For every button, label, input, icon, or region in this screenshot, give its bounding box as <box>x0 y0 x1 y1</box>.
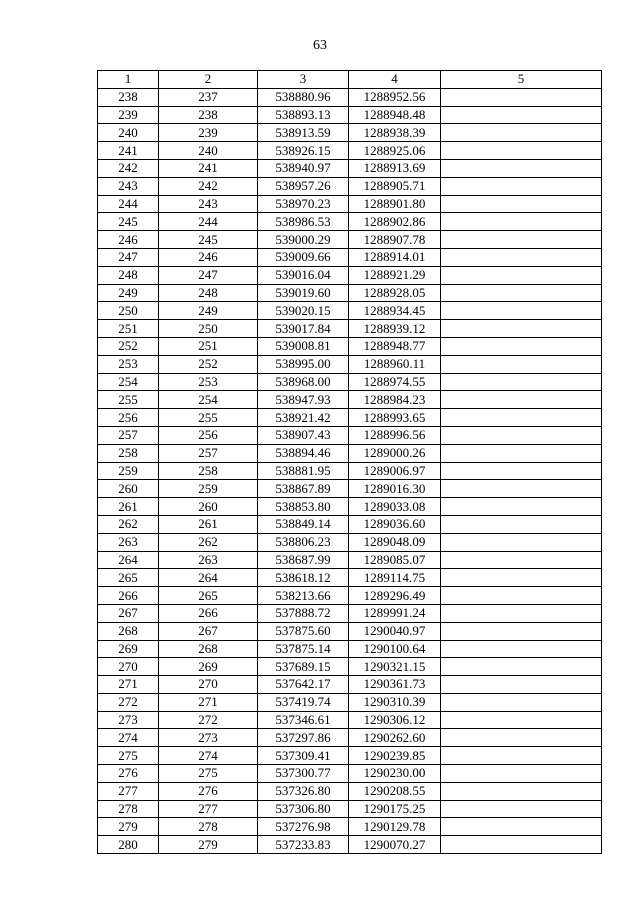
table-cell-col-5 <box>441 693 602 711</box>
table-cell-col-1: 250 <box>98 302 159 320</box>
table-row <box>98 195 602 213</box>
table-cell-col-4: 1289114.75 <box>349 569 441 587</box>
table-cell-col-3: 537309.41 <box>258 747 349 765</box>
table-cell-col-5 <box>441 391 602 409</box>
table-row <box>98 462 602 480</box>
table-cell-col-2: 277 <box>159 800 258 818</box>
table-cell-col-4: 1288934.45 <box>349 302 441 320</box>
table-cell-col-2: 258 <box>159 462 258 480</box>
table-cell-col-2: 264 <box>159 569 258 587</box>
table-cell-col-5 <box>441 444 602 462</box>
table-cell-col-1: 238 <box>98 88 159 106</box>
table-cell-col-5 <box>441 622 602 640</box>
table-cell-col-5 <box>441 88 602 106</box>
table-cell-col-1: 271 <box>98 676 159 694</box>
table-cell-col-2: 254 <box>159 391 258 409</box>
table-row <box>98 124 602 142</box>
table-cell-col-5 <box>441 782 602 800</box>
table-cell-col-2: 265 <box>159 587 258 605</box>
table-cell-col-3: 539000.29 <box>258 231 349 249</box>
table-cell-col-3: 538880.96 <box>258 88 349 106</box>
table-cell-col-2: 242 <box>159 177 258 195</box>
table-cell-col-4: 1290239.85 <box>349 747 441 765</box>
column-header-2: 2 <box>159 71 258 89</box>
table-cell-col-3: 537419.74 <box>258 693 349 711</box>
table-cell-col-3: 538907.43 <box>258 426 349 444</box>
table-cell-col-3: 538687.99 <box>258 551 349 569</box>
table-cell-col-2: 267 <box>159 622 258 640</box>
table-cell-col-1: 279 <box>98 818 159 836</box>
table-cell-col-4: 1288901.80 <box>349 195 441 213</box>
table-cell-col-1: 258 <box>98 444 159 462</box>
table-cell-col-5 <box>441 800 602 818</box>
table-row <box>98 693 602 711</box>
table-cell-col-2: 259 <box>159 480 258 498</box>
table-cell-col-5 <box>441 248 602 266</box>
table-cell-col-1: 268 <box>98 622 159 640</box>
table-cell-col-2: 237 <box>159 88 258 106</box>
table-cell-col-2: 271 <box>159 693 258 711</box>
table-cell-col-2: 272 <box>159 711 258 729</box>
table-cell-col-5 <box>441 480 602 498</box>
table-cell-col-1: 264 <box>98 551 159 569</box>
table-cell-col-4: 1288913.69 <box>349 159 441 177</box>
table-cell-col-5 <box>441 195 602 213</box>
table-cell-col-2: 255 <box>159 409 258 427</box>
table-cell-col-2: 251 <box>159 337 258 355</box>
table-cell-col-4: 1290262.60 <box>349 729 441 747</box>
table-row <box>98 658 602 676</box>
table-row <box>98 587 602 605</box>
table-cell-col-3: 537875.60 <box>258 622 349 640</box>
table-cell-col-2: 266 <box>159 604 258 622</box>
table-cell-col-2: 270 <box>159 676 258 694</box>
table-cell-col-4: 1288938.39 <box>349 124 441 142</box>
table-cell-col-4: 1288914.01 <box>349 248 441 266</box>
table-cell-col-3: 537276.98 <box>258 818 349 836</box>
table-cell-col-4: 1288928.05 <box>349 284 441 302</box>
table-cell-col-1: 278 <box>98 800 159 818</box>
table-row <box>98 142 602 160</box>
table-body <box>98 88 602 853</box>
table-cell-col-3: 537233.83 <box>258 836 349 854</box>
table-cell-col-1: 248 <box>98 266 159 284</box>
table-row <box>98 622 602 640</box>
table-cell-col-1: 272 <box>98 693 159 711</box>
column-header-1: 1 <box>98 71 159 89</box>
table-cell-col-3: 538867.89 <box>258 480 349 498</box>
table-row <box>98 836 602 854</box>
table-cell-col-3: 538913.59 <box>258 124 349 142</box>
table-row <box>98 729 602 747</box>
table-cell-col-3: 539019.60 <box>258 284 349 302</box>
table-cell-col-4: 1290175.25 <box>349 800 441 818</box>
table-cell-col-2: 260 <box>159 498 258 516</box>
table-cell-col-5 <box>441 551 602 569</box>
table-cell-col-4: 1288960.11 <box>349 355 441 373</box>
table-cell-col-4: 1288902.86 <box>349 213 441 231</box>
table-cell-col-1: 249 <box>98 284 159 302</box>
table-cell-col-1: 251 <box>98 320 159 338</box>
table-cell-col-1: 280 <box>98 836 159 854</box>
table-cell-col-1: 257 <box>98 426 159 444</box>
table-cell-col-2: 246 <box>159 248 258 266</box>
table-cell-col-3: 538926.15 <box>258 142 349 160</box>
table-cell-col-4: 1290208.55 <box>349 782 441 800</box>
table-cell-col-1: 273 <box>98 711 159 729</box>
table-cell-col-5 <box>441 462 602 480</box>
table-cell-col-3: 539008.81 <box>258 337 349 355</box>
table-cell-col-4: 1288939.12 <box>349 320 441 338</box>
column-header-5: 5 <box>441 71 602 89</box>
table-cell-col-4: 1289085.07 <box>349 551 441 569</box>
table-cell-col-5 <box>441 498 602 516</box>
table-cell-col-1: 245 <box>98 213 159 231</box>
table-cell-col-4: 1290306.12 <box>349 711 441 729</box>
table-cell-col-2: 261 <box>159 515 258 533</box>
table-row <box>98 320 602 338</box>
table-cell-col-5 <box>441 533 602 551</box>
table-cell-col-2: 269 <box>159 658 258 676</box>
table-cell-col-5 <box>441 284 602 302</box>
table-cell-col-1: 255 <box>98 391 159 409</box>
table-cell-col-1: 252 <box>98 337 159 355</box>
table-row <box>98 515 602 533</box>
table-cell-col-2: 243 <box>159 195 258 213</box>
table-cell-col-4: 1290230.00 <box>349 765 441 783</box>
table-cell-col-1: 239 <box>98 106 159 124</box>
table-cell-col-5 <box>441 729 602 747</box>
table-cell-col-3: 538940.97 <box>258 159 349 177</box>
table-cell-col-4: 1288905.71 <box>349 177 441 195</box>
table-cell-col-2: 248 <box>159 284 258 302</box>
table-cell-col-3: 538213.66 <box>258 587 349 605</box>
table-cell-col-2: 275 <box>159 765 258 783</box>
table-row <box>98 818 602 836</box>
table-cell-col-2: 276 <box>159 782 258 800</box>
table-cell-col-4: 1290040.97 <box>349 622 441 640</box>
table-cell-col-5 <box>441 320 602 338</box>
table-cell-col-5 <box>441 711 602 729</box>
table-row <box>98 480 602 498</box>
table-cell-col-4: 1289036.60 <box>349 515 441 533</box>
table-cell-col-1: 254 <box>98 373 159 391</box>
table-cell-col-3: 539009.66 <box>258 248 349 266</box>
table-cell-col-5 <box>441 426 602 444</box>
table-cell-col-1: 246 <box>98 231 159 249</box>
table-cell-col-5 <box>441 569 602 587</box>
table-cell-col-4: 1289033.08 <box>349 498 441 516</box>
table-cell-col-5 <box>441 765 602 783</box>
table-cell-col-4: 1290129.78 <box>349 818 441 836</box>
table-cell-col-5 <box>441 747 602 765</box>
table-cell-col-1: 247 <box>98 248 159 266</box>
table-cell-col-3: 538893.13 <box>258 106 349 124</box>
table-cell-col-5 <box>441 231 602 249</box>
table-cell-col-3: 537875.14 <box>258 640 349 658</box>
table-cell-col-4: 1290070.27 <box>349 836 441 854</box>
table-cell-col-3: 538881.95 <box>258 462 349 480</box>
table-cell-col-3: 538957.26 <box>258 177 349 195</box>
table-cell-col-3: 538968.00 <box>258 373 349 391</box>
table-cell-col-5 <box>441 337 602 355</box>
table-cell-col-1: 276 <box>98 765 159 783</box>
table-cell-col-4: 1290310.39 <box>349 693 441 711</box>
table-cell-col-1: 242 <box>98 159 159 177</box>
table-row <box>98 569 602 587</box>
table-cell-col-1: 256 <box>98 409 159 427</box>
table-cell-col-2: 241 <box>159 159 258 177</box>
table-cell-col-5 <box>441 640 602 658</box>
table-row <box>98 177 602 195</box>
table-row <box>98 711 602 729</box>
table-cell-col-1: 266 <box>98 587 159 605</box>
table-cell-col-2: 238 <box>159 106 258 124</box>
table-row <box>98 266 602 284</box>
table-cell-col-5 <box>441 213 602 231</box>
table-row <box>98 337 602 355</box>
table-row <box>98 747 602 765</box>
table-cell-col-3: 538970.23 <box>258 195 349 213</box>
column-header-4: 4 <box>349 71 441 89</box>
table-row <box>98 533 602 551</box>
table-cell-col-3: 538894.46 <box>258 444 349 462</box>
table-cell-col-5 <box>441 604 602 622</box>
table-cell-col-5 <box>441 373 602 391</box>
table-cell-col-1: 253 <box>98 355 159 373</box>
table-row <box>98 782 602 800</box>
table-cell-col-4: 1288993.65 <box>349 409 441 427</box>
table-row <box>98 676 602 694</box>
table-cell-col-1: 243 <box>98 177 159 195</box>
table-cell-col-3: 537346.61 <box>258 711 349 729</box>
table-cell-col-3: 538853.80 <box>258 498 349 516</box>
table-cell-col-4: 1288948.48 <box>349 106 441 124</box>
table-cell-col-2: 239 <box>159 124 258 142</box>
table-cell-col-2: 263 <box>159 551 258 569</box>
table-row <box>98 159 602 177</box>
table-cell-col-3: 537689.15 <box>258 658 349 676</box>
table-cell-col-2: 257 <box>159 444 258 462</box>
table-row <box>98 355 602 373</box>
table-cell-col-1: 275 <box>98 747 159 765</box>
table-cell-col-2: 262 <box>159 533 258 551</box>
table-cell-col-4: 1288974.55 <box>349 373 441 391</box>
table-cell-col-4: 1289048.09 <box>349 533 441 551</box>
table-row <box>98 444 602 462</box>
table-cell-col-5 <box>441 142 602 160</box>
table-cell-col-2: 253 <box>159 373 258 391</box>
table-cell-col-3: 537306.80 <box>258 800 349 818</box>
column-header-3: 3 <box>258 71 349 89</box>
table-cell-col-3: 538618.12 <box>258 569 349 587</box>
table-cell-col-2: 245 <box>159 231 258 249</box>
table-cell-col-5 <box>441 355 602 373</box>
table-row <box>98 213 602 231</box>
table-cell-col-3: 538849.14 <box>258 515 349 533</box>
table-cell-col-2: 268 <box>159 640 258 658</box>
page-number: 63 <box>313 38 327 53</box>
table-row <box>98 302 602 320</box>
table-row <box>98 373 602 391</box>
table-cell-col-3: 538806.23 <box>258 533 349 551</box>
table-cell-col-3: 538986.53 <box>258 213 349 231</box>
table-row <box>98 409 602 427</box>
table-cell-col-1: 244 <box>98 195 159 213</box>
table-cell-col-2: 249 <box>159 302 258 320</box>
table-cell-col-2: 244 <box>159 213 258 231</box>
table-cell-col-5 <box>441 676 602 694</box>
table-cell-col-3: 538921.42 <box>258 409 349 427</box>
table-cell-col-3: 539017.84 <box>258 320 349 338</box>
table-cell-col-5 <box>441 124 602 142</box>
table-cell-col-4: 1290100.64 <box>349 640 441 658</box>
table-header <box>98 71 602 89</box>
table-cell-col-4: 1288921.29 <box>349 266 441 284</box>
table-cell-col-5 <box>441 515 602 533</box>
table-cell-col-5 <box>441 818 602 836</box>
table-cell-col-4: 1289016.30 <box>349 480 441 498</box>
table-cell-col-2: 250 <box>159 320 258 338</box>
table-cell-col-3: 537326.80 <box>258 782 349 800</box>
table-cell-col-3: 539020.15 <box>258 302 349 320</box>
table-cell-col-4: 1289000.26 <box>349 444 441 462</box>
table-cell-col-3: 538995.00 <box>258 355 349 373</box>
table-cell-col-4: 1289296.49 <box>349 587 441 605</box>
table-cell-col-2: 274 <box>159 747 258 765</box>
table-cell-col-1: 265 <box>98 569 159 587</box>
table-row <box>98 106 602 124</box>
table-cell-col-5 <box>441 836 602 854</box>
table-cell-col-1: 270 <box>98 658 159 676</box>
table-cell-col-4: 1288907.78 <box>349 231 441 249</box>
table-cell-col-1: 267 <box>98 604 159 622</box>
table-cell-col-2: 273 <box>159 729 258 747</box>
table-row <box>98 800 602 818</box>
table-cell-col-4: 1288952.56 <box>349 88 441 106</box>
table-cell-col-5 <box>441 658 602 676</box>
table-row <box>98 426 602 444</box>
table-cell-col-4: 1290321.15 <box>349 658 441 676</box>
table-cell-col-1: 260 <box>98 480 159 498</box>
table-cell-col-2: 252 <box>159 355 258 373</box>
table-cell-col-2: 279 <box>159 836 258 854</box>
table-cell-col-5 <box>441 177 602 195</box>
coordinates-table <box>97 70 602 854</box>
table-row <box>98 604 602 622</box>
table-cell-col-3: 537642.17 <box>258 676 349 694</box>
table-cell-col-5 <box>441 587 602 605</box>
table-cell-col-5 <box>441 266 602 284</box>
table-cell-col-4: 1288948.77 <box>349 337 441 355</box>
table-cell-col-2: 240 <box>159 142 258 160</box>
table-cell-col-5 <box>441 409 602 427</box>
table-cell-col-3: 539016.04 <box>258 266 349 284</box>
table-cell-col-1: 259 <box>98 462 159 480</box>
table-cell-col-5 <box>441 302 602 320</box>
table-cell-col-1: 269 <box>98 640 159 658</box>
table-cell-col-1: 241 <box>98 142 159 160</box>
table-cell-col-1: 262 <box>98 515 159 533</box>
table-cell-col-5 <box>441 159 602 177</box>
table-cell-col-2: 256 <box>159 426 258 444</box>
header-row <box>98 71 602 89</box>
table-cell-col-4: 1289006.97 <box>349 462 441 480</box>
table-cell-col-1: 240 <box>98 124 159 142</box>
table-cell-col-2: 247 <box>159 266 258 284</box>
table-cell-col-1: 277 <box>98 782 159 800</box>
table-row <box>98 551 602 569</box>
table-cell-col-4: 1288984.23 <box>349 391 441 409</box>
table-cell-col-3: 538947.93 <box>258 391 349 409</box>
table-cell-col-4: 1290361.73 <box>349 676 441 694</box>
table-cell-col-1: 274 <box>98 729 159 747</box>
table-cell-col-4: 1289991.24 <box>349 604 441 622</box>
table-cell-col-3: 537300.77 <box>258 765 349 783</box>
table-cell-col-4: 1288996.56 <box>349 426 441 444</box>
table-row <box>98 88 602 106</box>
table-row <box>98 498 602 516</box>
table-cell-col-3: 537888.72 <box>258 604 349 622</box>
table-row <box>98 391 602 409</box>
table-row <box>98 284 602 302</box>
table-row <box>98 640 602 658</box>
table-cell-col-1: 263 <box>98 533 159 551</box>
table-cell-col-1: 261 <box>98 498 159 516</box>
table-cell-col-3: 537297.86 <box>258 729 349 747</box>
table-cell-col-5 <box>441 106 602 124</box>
table-row <box>98 765 602 783</box>
table-cell-col-4: 1288925.06 <box>349 142 441 160</box>
table-cell-col-2: 278 <box>159 818 258 836</box>
table-row <box>98 248 602 266</box>
table-row <box>98 231 602 249</box>
